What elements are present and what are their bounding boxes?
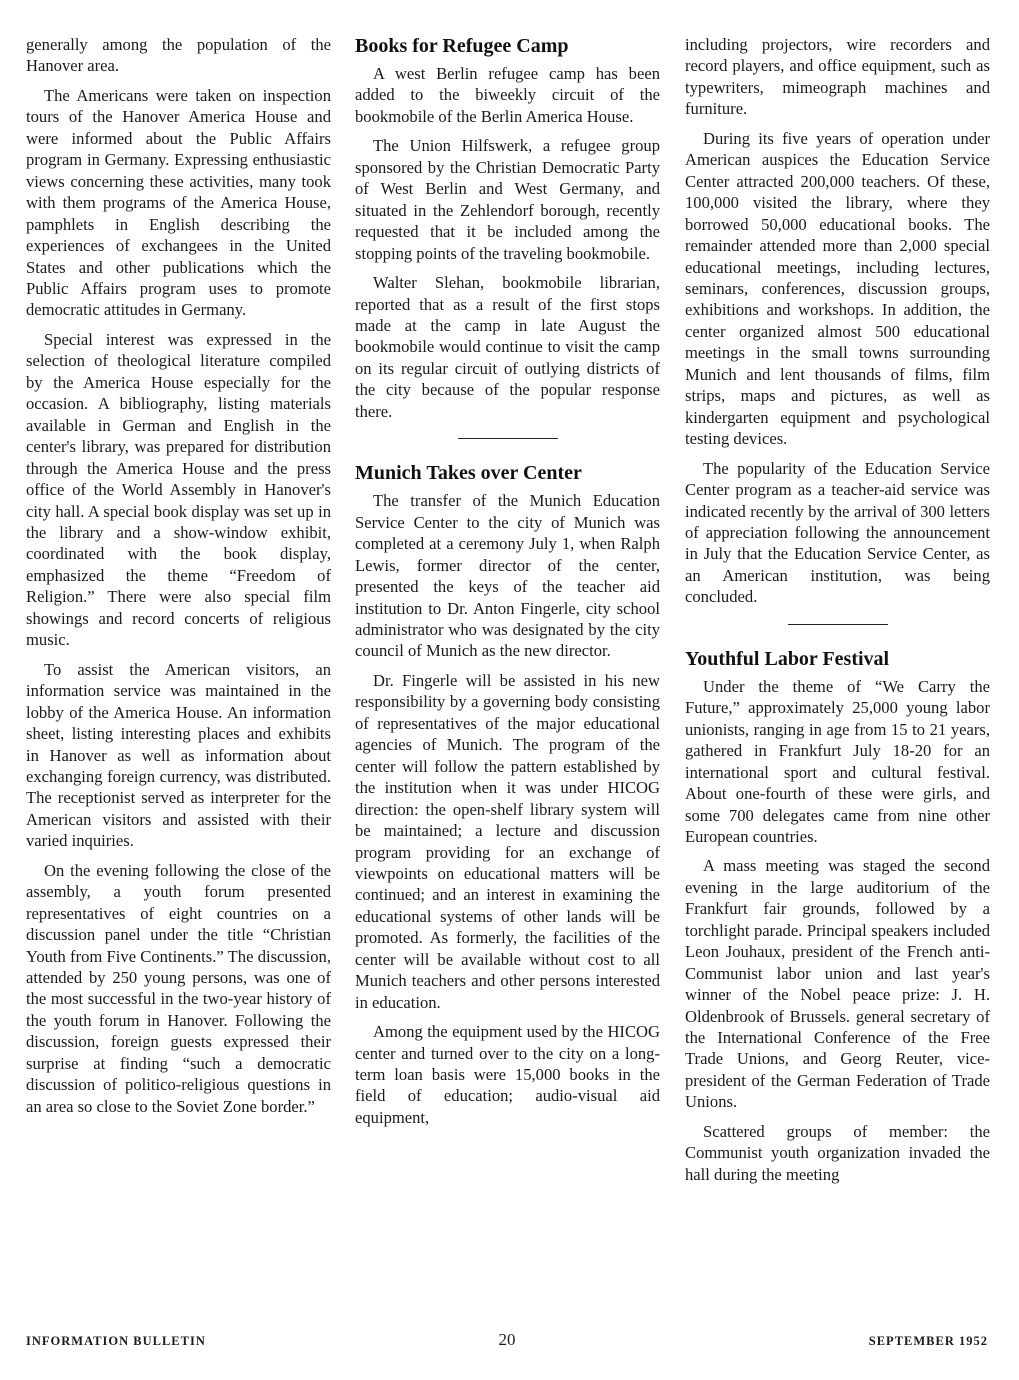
paragraph: On the evening following the close of the assembly, a youth forum presented representatives of eight countries on a discussion panel under the title “Christian Youth from Five Continents.” The discussion, attended by 250 young persons, was one of the most successful in the two-year history of the youth forum in Hanover. Following the discussion, foreign guests expressed their surprise at finding “such a democratic discussion of politico-religious questions in an area so close to the Soviet Zone border.” [26,860,331,1116]
paragraph: The Americans were taken on inspection tours of the Hanover America House and were informed about the Public Affairs program in Germany. Expressing enthusiastic views concerning these activities, many took with them programs of the America House, pamphlets in English describing the experiences of exchangees in the United States and other publications which the Public Affairs program uses to promote democratic attitudes in Germany. [26,85,331,320]
heading-youthful-labor-festival: Youthful Labor Festival [685,647,890,670]
paragraph: including projectors, wire recorders and record players, and office equipment, such as typewriters, mimeograph machines and furniture. [685,35,990,119]
section-divider [788,624,888,625]
column-3 [685,34,990,1193]
paragraph: Among the equipment used by the HICOG center and turned over to the city on a long-term loan basis were 15,000 books in the field of education; audio-visual aid equipment, [355,1022,660,1127]
column-2 [355,34,660,1136]
section-divider [458,438,558,439]
page-number: 20 [498,1330,516,1349]
heading-books-for-refugee-camp: Books for Refugee Camp [355,35,569,57]
paragraph: Dr. Fingerle will be assisted in his new responsibility by a governing body consisting of representatives of the major educational agencies of Munich. The program of the center will follow the pattern established by the institution when it was under HICOG direction: the open-shelf library system will be maintained; a lecture and discussion program providing for an exchange of viewpoints on educational matters will be continued; and an interest in examining the educational systems of other lands will be promoted. As formerly, the facilities of the center will be available without cost to all Munich teachers and other persons interested in education. [355,670,660,1012]
paragraph: To assist the American visitors, an information service was maintained in the lobby of the America House. An information sheet, listing interesting places and exhibits in Hanover as well as information about exchanging foreign currency, was distributed. The receptionist served as interpreter for the American visitors and assisted with their varied inquiries. [26,659,331,851]
paragraph: Scattered groups of member: the Communist youth organization invaded the hall during the meeting [685,1121,990,1184]
column-1 [26,34,331,1125]
paragraph: The Union Hilfswerk, a refugee group sponsored by the Christian Democratic Party of West Berlin and West Germany, and situated in the Zehlendorf borough, recently requested that it be included among the stopping points of the traveling bookmobile. [355,136,660,263]
paragraph: A mass meeting was staged the second evening in the large auditorium of the Frankfurt fair grounds, followed by a torchlight parade. Principal speakers included Leon Jouhaux, president of the French anti-Communist labor union and last year's winner of the Nobel peace prize: J. H. Oldenbrook of Brussels. general secretary of the International Conference of the Free Trade Unions, and Georg Reuter, vice-president of the German Federation of Trade Unions. [685,856,990,1112]
paragraph: The transfer of the Munich Education Service Center to the city of Munich was completed at a ceremony July 1, when Ralph Lewis, former director of the center, presented the keys of the teacher aid institution to Dr. Anton Fingerle, city school administrator who was designated by the city council of Munich as the new director. [355,491,660,661]
paragraph: generally among the population of the Hanover area. [26,35,331,76]
paragraph: Walter Slehan, bookmobile librarian, reported that as a result of the first stops made at the camp in late August the bookmobile would continue to visit the camp on its regular circuit of outlying districts of the city because of the popular response there. [355,273,660,421]
heading-munich-takes-over-center: Munich Takes over Center [355,462,582,485]
paragraph: Under the theme of “We Carry the Future,” approximately 25,000 young labor unionists, ranging in age from 15 to 21 years, gathered in Frankfurt July 18-20 for an international sport and cultural festival. About one-fourth of these were girls, and some 700 delegates came from nine other European countries. [685,676,990,846]
paragraph: Special interest was expressed in the selection of theological literature compiled by the America House especially for the occasion. A bibliography, listing materials available in German and English in the center's library, was prepared for distribution through the America House and the press office of the World Assembly in Hanover's city hall. A special book display was set up in the library and a show-window exhibit, coordinated with the book display, emphasized the theme “Freedom of Religion.” There were also special film showings and record concerts of religious music. [26,329,331,650]
paragraph: During its five years of operation under American auspices the Education Service Center attracted 200,000 teachers. Of these, 100,000 visited the library, where they borrowed 50,000 educational books. The remainder attended more than 2,000 special educational meetings, including lectures, seminars, conferences, discussion groups, exhibitions and workshops. In addition, the center organized almost 500 educational meetings in the small towns surrounding Munich and lent thousands of films, film strips, maps and pictures, as well as kindergarten equipment and psychological testing devices. [685,128,990,449]
issue-date: SEPTEMBER 1952 [868,1334,988,1348]
publication-name: INFORMATION BULLETIN [26,1334,206,1348]
page-footer [26,1330,988,1354]
paragraph: A west Berlin refugee camp has been added to the biweekly circuit of the bookmobile of the Berlin America House. [355,64,660,126]
paragraph: The popularity of the Education Service Center program as a teacher-aid service was indicated recently by the arrival of 300 letters of appreciation following the announcement in July that the Education Service Center, as an American institution, was being concluded. [685,458,990,607]
